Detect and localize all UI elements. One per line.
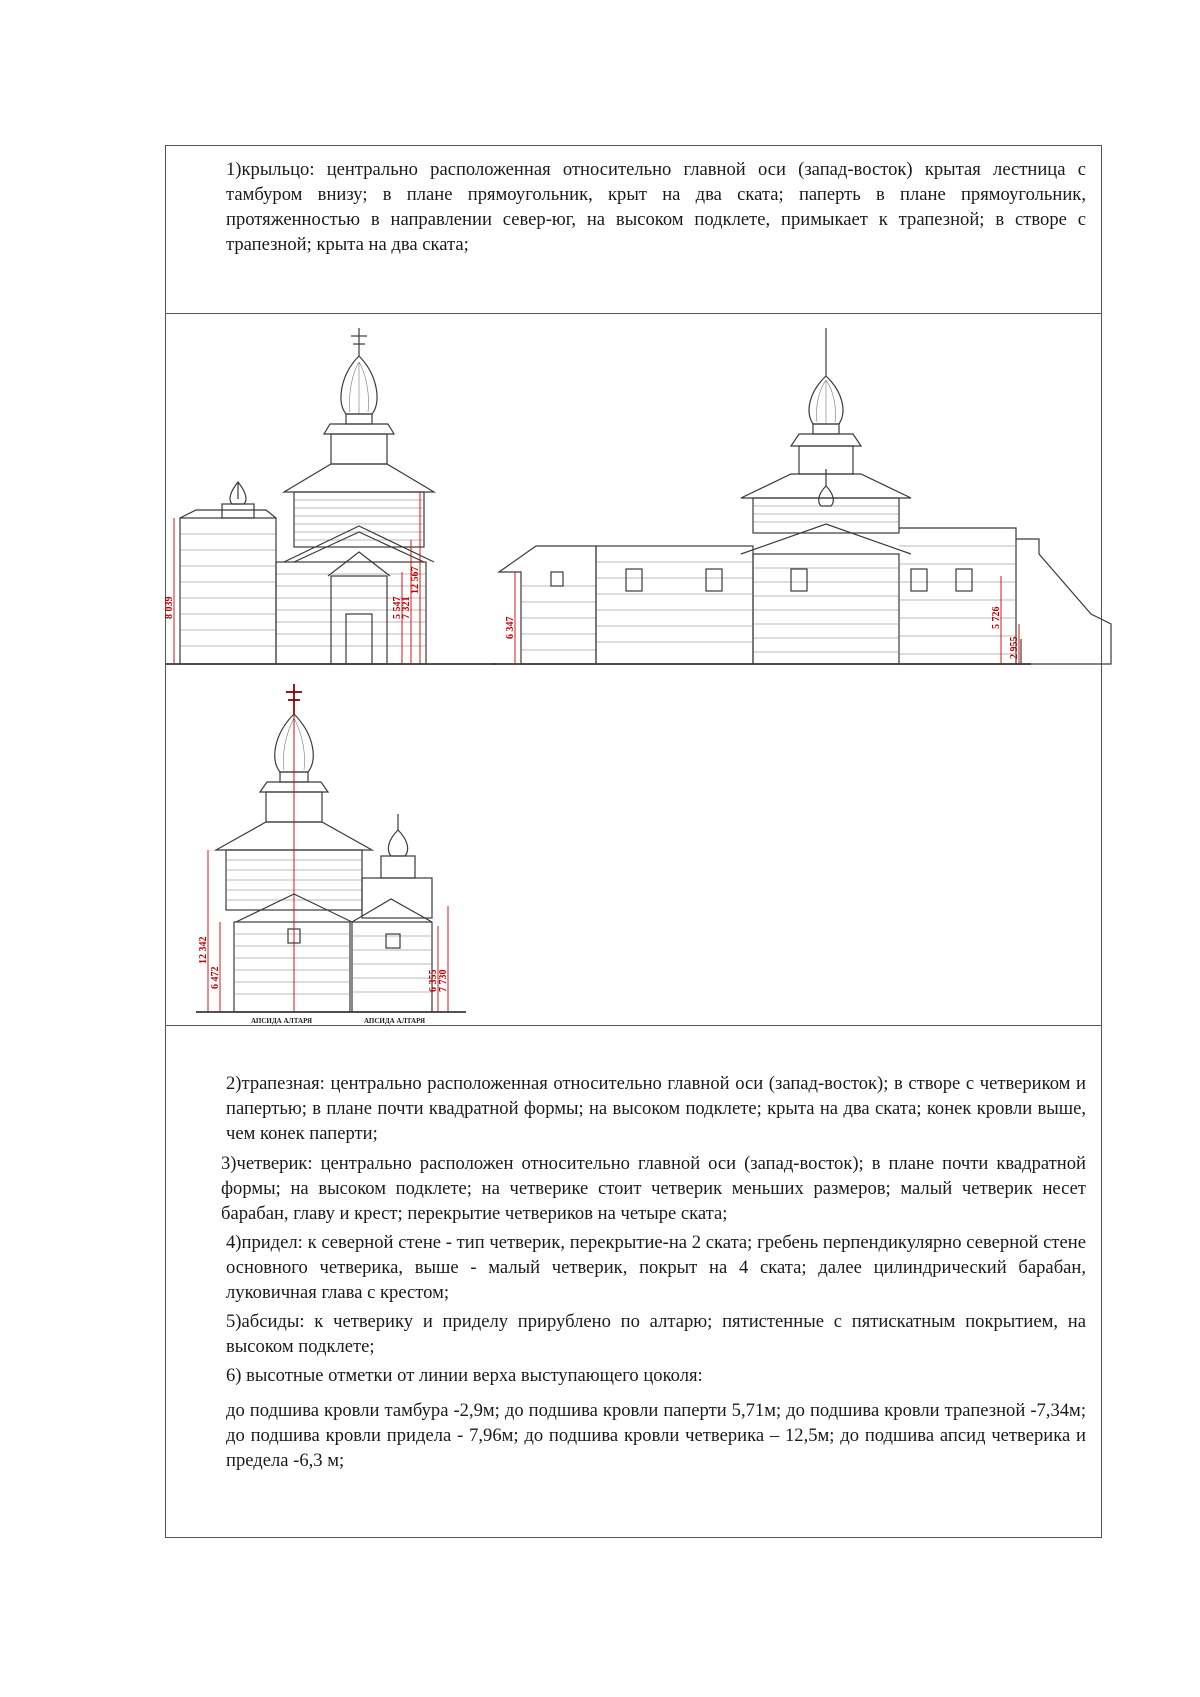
paragraph-heights-heading: 6) высотные отметки от линии верха выступающего цоколя: [226, 1365, 703, 1386]
paragraph-refectory: 2)трапезная: центрально расположенная относительно главной оси (запад-восток); в створе с четвериком и папертью; в плане почти квадратной формы; на высоком подклете; крыта на два ската; конек кровли выше, чем конек паперти; [226, 1073, 1086, 1144]
paragraph-chetverik: 3)четверик: центрально расположен относительно главной оси (запад-восток); в плане почти квадратной формы; на высоком подклете; на четверике стоит четверик меньших размеров; малый четверик несет барабан, главу и крест; перекрытие четвериков на четыре ската; [221, 1153, 1086, 1224]
east-facade-drawing [176, 674, 476, 1024]
table-row-drawings [166, 314, 1101, 1026]
dim-label: 12 567 [410, 566, 421, 594]
south-facade-drawing [491, 314, 1031, 684]
dim-label: 5 547 [392, 596, 403, 619]
dim-label: 2 955 [1009, 636, 1020, 659]
dim-label: 6 347 [505, 616, 516, 639]
table-row-porch [166, 146, 1101, 314]
table-row-description [166, 1026, 1101, 1538]
dim-label: 12 342 [198, 936, 209, 964]
paragraph-porch: 1)крыльцо: центрально расположенная относительно главной оси (запад-восток) крытая лестница с тамбуром внизу; в плане прямоугольник, крыт на два ската; паперть в плане прямоугольник, протяженностью в направлении север-юг, на высоком подклете, примыкает к трапезной; в створе с трапезной; крыта на два ската; [226, 159, 1086, 255]
document-table [165, 145, 1102, 1538]
paragraph-chapel: 4)придел: к северной стене - тип четверик, перекрытие-на 2 ската; гребень перпендикулярно северной стене основного четверика, выше - малый четверик, покрыт на 4 ската; далее цилиндрический барабан, луковичная глава с крестом; [226, 1232, 1086, 1303]
paragraph-heights: до подшива кровли тамбура -2,9м; до подшива кровли паперти 5,71м; до подшива кровли трапезной -7,34м; до подшива кровли придела - 7,96м; до подшива кровли четверика – 12,5м; до подшива апсид четверика и предела -6,3 м; [226, 1400, 1086, 1471]
caption-apse: АПСИДА АЛТАРЯ [251, 1017, 313, 1025]
paragraph-apses: 5)абсиды: к четверику и приделу прирублено по алтарю; пятистенные с пятискатным покрытием, на высоком подклете; [226, 1311, 1086, 1357]
dim-label: 6 472 [210, 966, 221, 989]
dim-label: 6 355 [428, 969, 439, 992]
dim-label: 7 321 [401, 596, 412, 619]
caption-apse: АПСИДА АЛТАРЯ [364, 1017, 426, 1025]
west-facade-drawing [166, 314, 496, 684]
dim-label: 8 039 [164, 596, 175, 619]
dim-label: 7 730 [438, 969, 449, 992]
dim-label: 5 726 [991, 606, 1002, 629]
